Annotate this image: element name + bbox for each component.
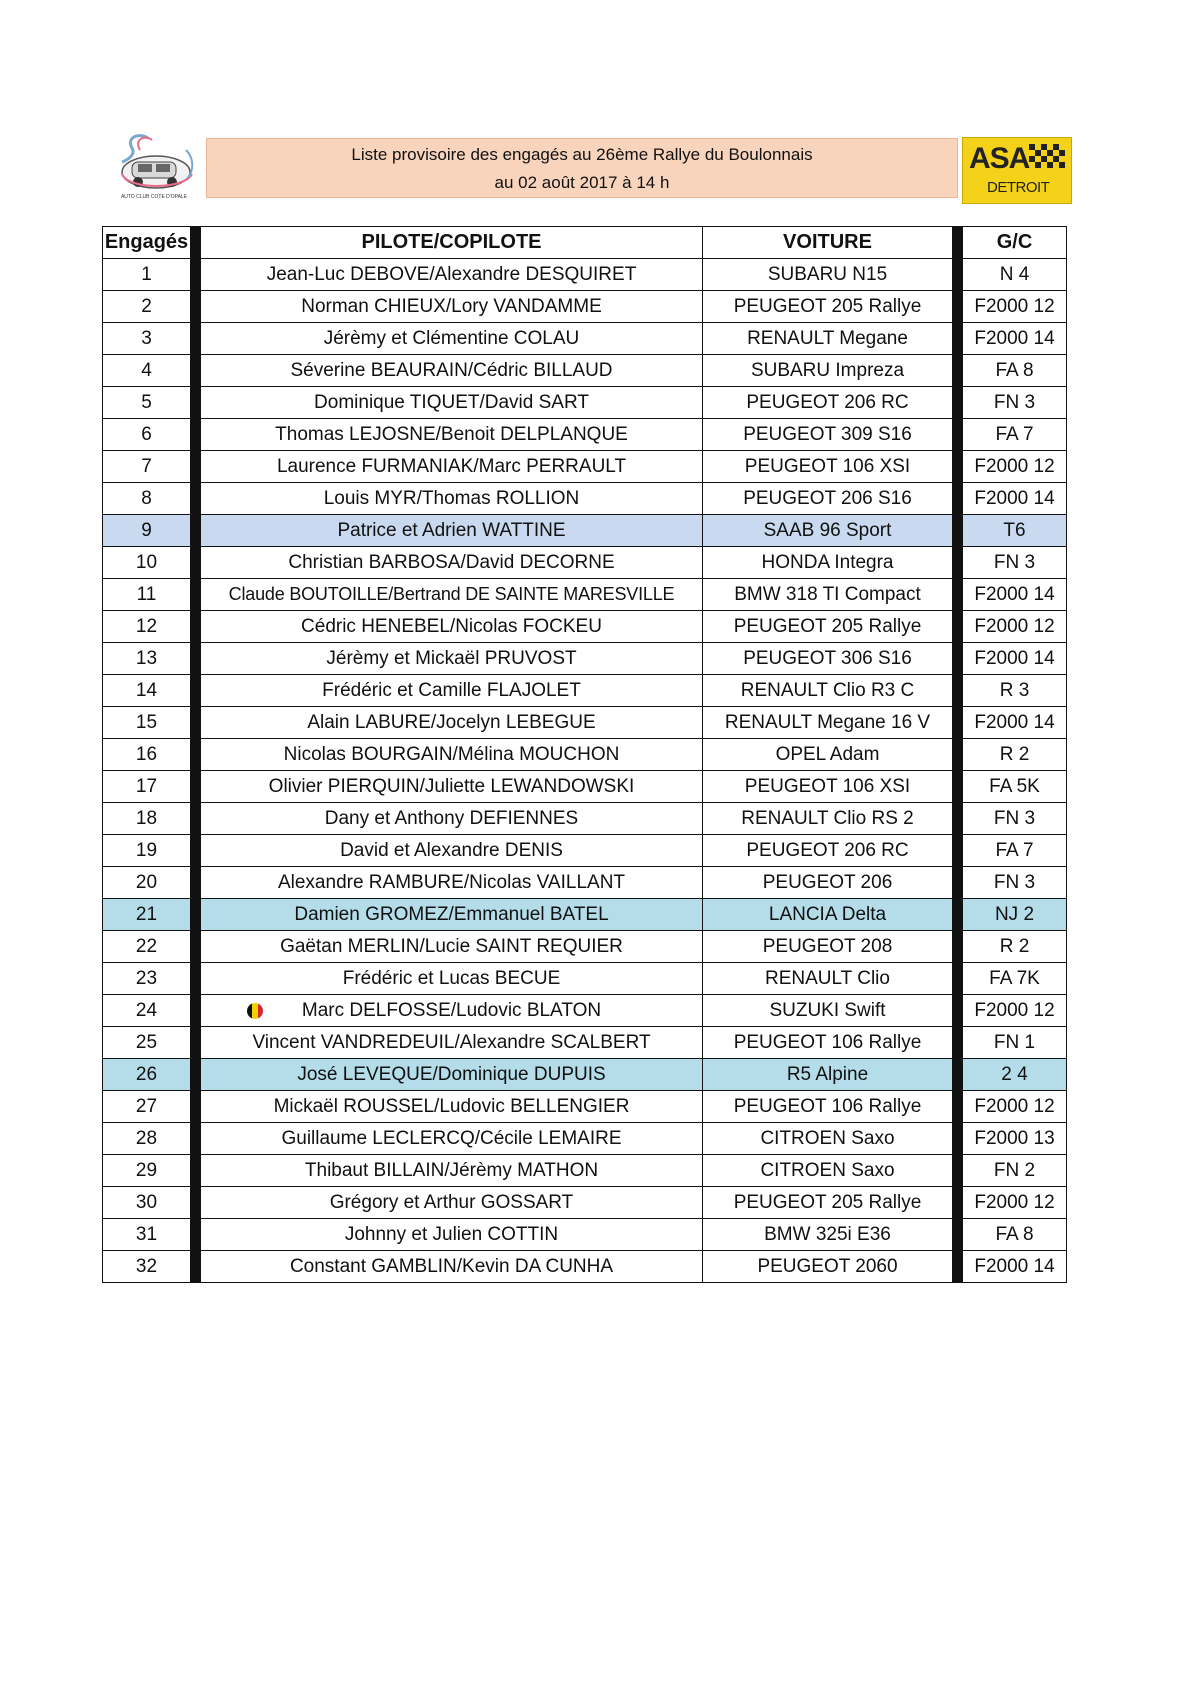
pilot-copilot-text: Jean-Luc DEBOVE/Alexandre DESQUIRET (266, 263, 637, 285)
pilot-copilot (201, 1187, 703, 1219)
group-class: FN 3 (963, 803, 1067, 835)
pilot-copilot (201, 1091, 703, 1123)
group-class: F2000 14 (963, 483, 1067, 515)
column-separator (953, 1251, 963, 1283)
pilot-copilot-text: Frédéric et Camille FLAJOLET (322, 679, 581, 701)
entry-number: 4 (103, 355, 191, 387)
car-model: BMW 318 TI Compact (703, 579, 953, 611)
car-model: PEUGEOT 205 Rallye (703, 291, 953, 323)
group-class: F2000 12 (963, 291, 1067, 323)
group-class: NJ 2 (963, 899, 1067, 931)
column-separator (953, 899, 963, 931)
pilot-copilot (201, 1251, 703, 1283)
pilot-copilot-text: Dany et Anthony DEFIENNES (324, 807, 579, 829)
belgium-flag-icon (247, 1003, 263, 1019)
table-row (103, 707, 1067, 739)
column-separator (953, 259, 963, 291)
column-separator (191, 387, 201, 419)
table-row (103, 547, 1067, 579)
group-class: F2000 13 (963, 1123, 1067, 1155)
group-class: F2000 12 (963, 451, 1067, 483)
column-separator (191, 259, 201, 291)
detroit-logo-text: DETROIT (987, 179, 1050, 196)
car-model: PEUGEOT 205 Rallye (703, 611, 953, 643)
group-class: F2000 14 (963, 579, 1067, 611)
entry-number: 26 (103, 1059, 191, 1091)
table-row (103, 1187, 1067, 1219)
header-pilot: PILOTE/COPILOTE (201, 227, 703, 259)
car-model: PEUGEOT 106 XSI (703, 771, 953, 803)
column-separator (953, 1187, 963, 1219)
pilot-copilot (201, 899, 703, 931)
asa-logo-text: ASA (969, 142, 1030, 175)
pilot-copilot-text: David et Alexandre DENIS (340, 839, 563, 861)
table-row (103, 803, 1067, 835)
pilot-copilot (201, 323, 703, 355)
pilot-copilot (201, 963, 703, 995)
table-row (103, 835, 1067, 867)
entry-number: 22 (103, 931, 191, 963)
group-class: FA 7 (963, 835, 1067, 867)
table-row (103, 483, 1067, 515)
entry-number: 5 (103, 387, 191, 419)
pilot-copilot (201, 451, 703, 483)
pilot-copilot (201, 1155, 703, 1187)
table-row (103, 419, 1067, 451)
column-separator (191, 771, 201, 803)
entry-number: 21 (103, 899, 191, 931)
entry-list-table (102, 226, 1067, 1283)
group-class: FN 2 (963, 1155, 1067, 1187)
entry-number: 18 (103, 803, 191, 835)
column-separator (953, 739, 963, 771)
table-row (103, 867, 1067, 899)
column-separator (953, 931, 963, 963)
column-separator (191, 579, 201, 611)
table-header-row (103, 227, 1067, 259)
entry-number: 15 (103, 707, 191, 739)
car-model: RENAULT Clio (703, 963, 953, 995)
entry-number: 11 (103, 579, 191, 611)
table-row (103, 899, 1067, 931)
entry-number: 7 (103, 451, 191, 483)
entry-number: 2 (103, 291, 191, 323)
pilot-copilot (201, 355, 703, 387)
column-separator (953, 355, 963, 387)
car-model: RENAULT Megane (703, 323, 953, 355)
table-row (103, 611, 1067, 643)
group-class: F2000 14 (963, 1251, 1067, 1283)
group-class: FA 7 (963, 419, 1067, 451)
group-class: T6 (963, 515, 1067, 547)
header-car: VOITURE (703, 227, 953, 259)
column-separator (191, 739, 201, 771)
column-separator (191, 643, 201, 675)
car-model: HONDA Integra (703, 547, 953, 579)
pilot-copilot-text: Alexandre RAMBURE/Nicolas VAILLANT (277, 871, 626, 893)
table-row (103, 675, 1067, 707)
pilot-copilot-text: Guillaume LECLERCQ/Cécile LEMAIRE (281, 1127, 622, 1149)
pilot-copilot-text: Constant GAMBLIN/Kevin DA CUNHA (289, 1255, 614, 1277)
column-separator (191, 867, 201, 899)
car-model: PEUGEOT 205 Rallye (703, 1187, 953, 1219)
entry-number: 25 (103, 1027, 191, 1059)
column-separator (191, 1091, 201, 1123)
car-model: RENAULT Megane 16 V (703, 707, 953, 739)
column-separator (953, 547, 963, 579)
pilot-copilot-text: Damien GROMEZ/Emmanuel BATEL (294, 903, 609, 925)
car-model: PEUGEOT 106 Rallye (703, 1027, 953, 1059)
table-row (103, 387, 1067, 419)
pilot-copilot (201, 771, 703, 803)
column-separator (191, 835, 201, 867)
car-model: OPEL Adam (703, 739, 953, 771)
table-row (103, 355, 1067, 387)
column-separator (953, 867, 963, 899)
entry-number: 14 (103, 675, 191, 707)
table-row (103, 931, 1067, 963)
car-model: SAAB 96 Sport (703, 515, 953, 547)
column-separator (191, 291, 201, 323)
entry-number: 9 (103, 515, 191, 547)
group-class: FA 7K (963, 963, 1067, 995)
pilot-copilot (201, 1027, 703, 1059)
column-separator (191, 931, 201, 963)
entry-number: 28 (103, 1123, 191, 1155)
group-class: FA 5K (963, 771, 1067, 803)
entry-number: 16 (103, 739, 191, 771)
column-separator (191, 323, 201, 355)
pilot-copilot-text: Marc DELFOSSE/Ludovic BLATON (301, 999, 602, 1021)
table-row (103, 963, 1067, 995)
group-class: R 2 (963, 931, 1067, 963)
pilot-copilot (201, 259, 703, 291)
auto-club-logo (108, 130, 200, 202)
column-separator (953, 707, 963, 739)
pilot-copilot-text: Jérèmy et Mickaël PRUVOST (326, 647, 577, 669)
pilot-copilot-text: Jérèmy et Clémentine COLAU (323, 327, 580, 349)
column-separator (191, 995, 201, 1027)
column-separator (191, 675, 201, 707)
pilot-copilot-text: Louis MYR/Thomas ROLLION (323, 487, 580, 509)
entry-number: 23 (103, 963, 191, 995)
column-separator (953, 291, 963, 323)
car-model: RENAULT Clio R3 C (703, 675, 953, 707)
pilot-copilot (201, 675, 703, 707)
column-separator (191, 1219, 201, 1251)
column-separator (953, 515, 963, 547)
column-separator (191, 611, 201, 643)
car-model: PEUGEOT 206 (703, 867, 953, 899)
entry-number: 30 (103, 1187, 191, 1219)
pilot-copilot-text: Mickaël ROUSSEL/Ludovic BELLENGIER (273, 1095, 630, 1117)
group-class: F2000 12 (963, 1091, 1067, 1123)
car-model: CITROEN Saxo (703, 1155, 953, 1187)
entry-number: 24 (103, 995, 191, 1027)
svg-text:AUTO CLUB COTE D'OPALE: AUTO CLUB COTE D'OPALE (120, 194, 188, 200)
pilot-copilot (201, 707, 703, 739)
column-separator (953, 643, 963, 675)
car-model: PEUGEOT 106 Rallye (703, 1091, 953, 1123)
car-model: CITROEN Saxo (703, 1123, 953, 1155)
pilot-copilot-text: Christian BARBOSA/David DECORNE (288, 551, 615, 573)
entry-number: 20 (103, 867, 191, 899)
pilot-copilot-text: Patrice et Adrien WATTINE (337, 519, 566, 541)
pilot-copilot (201, 483, 703, 515)
column-separator (191, 1059, 201, 1091)
column-separator (191, 419, 201, 451)
table-row (103, 739, 1067, 771)
pilot-copilot-text: Laurence FURMANIAK/Marc PERRAULT (276, 455, 627, 477)
column-separator (953, 579, 963, 611)
pilot-copilot (201, 611, 703, 643)
pilot-copilot-text: José LEVEQUE/Dominique DUPUIS (297, 1063, 606, 1085)
column-separator (953, 1155, 963, 1187)
column-separator (191, 227, 201, 259)
entry-number: 8 (103, 483, 191, 515)
column-separator (953, 1059, 963, 1091)
column-separator (191, 355, 201, 387)
car-model: BMW 325i E36 (703, 1219, 953, 1251)
car-model: SUBARU N15 (703, 259, 953, 291)
column-separator (953, 963, 963, 995)
column-separator (953, 227, 963, 259)
column-separator (953, 1219, 963, 1251)
column-separator (191, 1027, 201, 1059)
group-class: R 2 (963, 739, 1067, 771)
column-separator (953, 995, 963, 1027)
car-model: PEUGEOT 309 S16 (703, 419, 953, 451)
column-separator (953, 323, 963, 355)
entry-number: 27 (103, 1091, 191, 1123)
header-number: Engagés (103, 227, 191, 259)
pilot-copilot (201, 1123, 703, 1155)
table-row (103, 291, 1067, 323)
column-separator (953, 771, 963, 803)
entry-number: 31 (103, 1219, 191, 1251)
column-separator (953, 675, 963, 707)
pilot-copilot (201, 547, 703, 579)
document-title-banner (206, 138, 958, 198)
car-model: R5 Alpine (703, 1059, 953, 1091)
pilot-copilot (201, 579, 703, 611)
title-line-1: Liste provisoire des engagés au 26ème Rallye du Boulonnais (351, 145, 813, 164)
table-row (103, 1155, 1067, 1187)
column-separator (953, 483, 963, 515)
car-model: PEUGEOT 306 S16 (703, 643, 953, 675)
group-class: F2000 12 (963, 1187, 1067, 1219)
group-class: FN 1 (963, 1027, 1067, 1059)
group-class: F2000 12 (963, 611, 1067, 643)
pilot-copilot-text: Dominique TIQUET/David SART (314, 391, 589, 413)
pilot-copilot (201, 867, 703, 899)
checkered-flag-icon (1029, 144, 1065, 170)
column-separator (191, 1123, 201, 1155)
pilot-copilot (201, 387, 703, 419)
group-class: F2000 14 (963, 643, 1067, 675)
pilot-copilot-text: Séverine BEAURAIN/Cédric BILLAUD (290, 359, 613, 381)
pilot-copilot-text: Gaëtan MERLIN/Lucie SAINT REQUIER (280, 935, 623, 957)
entry-number: 13 (103, 643, 191, 675)
pilot-copilot (201, 803, 703, 835)
column-separator (953, 419, 963, 451)
column-separator (191, 963, 201, 995)
column-separator (191, 515, 201, 547)
pilot-copilot (201, 291, 703, 323)
table-row (103, 323, 1067, 355)
pilot-copilot (201, 1059, 703, 1091)
column-separator (191, 547, 201, 579)
pilot-copilot (201, 995, 703, 1027)
pilot-copilot-text: Thibaut BILLAIN/Jérèmy MATHON (304, 1159, 599, 1181)
swan-car-logo-icon (108, 130, 200, 202)
table-row (103, 451, 1067, 483)
column-separator (191, 899, 201, 931)
car-model: LANCIA Delta (703, 899, 953, 931)
car-model: PEUGEOT 2060 (703, 1251, 953, 1283)
entry-number: 3 (103, 323, 191, 355)
column-separator (953, 1123, 963, 1155)
group-class: N 4 (963, 259, 1067, 291)
group-class: 2 4 (963, 1059, 1067, 1091)
column-separator (191, 707, 201, 739)
entry-number: 29 (103, 1155, 191, 1187)
pilot-copilot-text: Cédric HENEBEL/Nicolas FOCKEU (301, 615, 602, 637)
car-model: PEUGEOT 206 S16 (703, 483, 953, 515)
car-model: PEUGEOT 208 (703, 931, 953, 963)
car-model: PEUGEOT 206 RC (703, 835, 953, 867)
group-class: F2000 14 (963, 707, 1067, 739)
entry-number: 10 (103, 547, 191, 579)
column-separator (191, 803, 201, 835)
entry-number: 1 (103, 259, 191, 291)
column-separator (953, 835, 963, 867)
group-class: FA 8 (963, 355, 1067, 387)
pilot-copilot-text: Grégory et Arthur GOSSART (329, 1191, 574, 1213)
table-row (103, 1123, 1067, 1155)
pilot-copilot-text: Norman CHIEUX/Lory VANDAMME (301, 295, 602, 317)
table-row (103, 1027, 1067, 1059)
column-separator (191, 451, 201, 483)
column-separator (953, 451, 963, 483)
entry-number: 19 (103, 835, 191, 867)
column-separator (191, 1155, 201, 1187)
car-model: SUBARU Impreza (703, 355, 953, 387)
column-separator (953, 1027, 963, 1059)
table-row (103, 643, 1067, 675)
group-class: FN 3 (963, 547, 1067, 579)
pilot-copilot (201, 1219, 703, 1251)
pilot-copilot-text: Nicolas BOURGAIN/Mélina MOUCHON (283, 743, 620, 765)
column-separator (191, 483, 201, 515)
column-separator (953, 803, 963, 835)
column-separator (953, 1091, 963, 1123)
entry-number: 17 (103, 771, 191, 803)
column-separator (191, 1187, 201, 1219)
pilot-copilot (201, 643, 703, 675)
pilot-copilot (201, 739, 703, 771)
pilot-copilot-text: Claude BOUTOILLE/Bertrand DE SAINTE MARESVILLE (228, 584, 675, 604)
table-row (103, 1251, 1067, 1283)
column-separator (953, 611, 963, 643)
group-class: F2000 12 (963, 995, 1067, 1027)
column-separator (191, 1251, 201, 1283)
pilot-copilot-text: Johnny et Julien COTTIN (344, 1223, 559, 1245)
pilot-copilot-text: Vincent VANDREDEUIL/Alexandre SCALBERT (252, 1031, 651, 1053)
car-model: PEUGEOT 206 RC (703, 387, 953, 419)
car-model: PEUGEOT 106 XSI (703, 451, 953, 483)
car-model: SUZUKI Swift (703, 995, 953, 1027)
pilot-copilot (201, 419, 703, 451)
table-row (103, 259, 1067, 291)
entry-number: 12 (103, 611, 191, 643)
pilot-copilot (201, 931, 703, 963)
table-row (103, 1059, 1067, 1091)
group-class: FN 3 (963, 867, 1067, 899)
group-class: R 3 (963, 675, 1067, 707)
table-row (103, 515, 1067, 547)
entry-number: 6 (103, 419, 191, 451)
group-class: FN 3 (963, 387, 1067, 419)
column-separator (953, 387, 963, 419)
group-class: F2000 14 (963, 323, 1067, 355)
asa-detroit-logo (962, 137, 1072, 204)
table-row (103, 995, 1067, 1027)
title-line-2: au 02 août 2017 à 14 h (494, 173, 670, 192)
car-model: RENAULT Clio RS 2 (703, 803, 953, 835)
table-row (103, 771, 1067, 803)
pilot-copilot-text: Olivier PIERQUIN/Juliette LEWANDOWSKI (268, 775, 635, 797)
table-row (103, 1091, 1067, 1123)
table-row (103, 1219, 1067, 1251)
pilot-copilot (201, 515, 703, 547)
table-row (103, 579, 1067, 611)
pilot-copilot-text: Frédéric et Lucas BECUE (342, 967, 561, 989)
entry-number: 32 (103, 1251, 191, 1283)
pilot-copilot (201, 835, 703, 867)
pilot-copilot-text: Alain LABURE/Jocelyn LEBEGUE (307, 711, 596, 733)
pilot-copilot-text: Thomas LEJOSNE/Benoit DELPLANQUE (275, 423, 628, 445)
group-class: FA 8 (963, 1219, 1067, 1251)
header-gc: G/C (963, 227, 1067, 259)
